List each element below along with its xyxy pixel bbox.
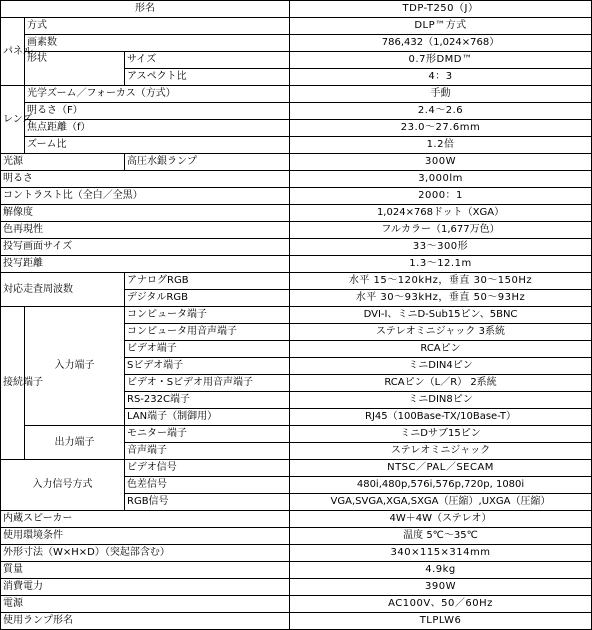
input-signal-row-label: RGB信号 [125,494,290,511]
lens-zoom-ratio-value: 1.2倍 [290,137,592,154]
table-row [1,188,592,205]
panel-shape-label: 形状 [25,52,125,86]
lamp-value: TLPLW6 [290,613,592,630]
input-terminal-label: ビデオ・Sビデオ用音声端子 [125,375,290,392]
panel-size-label: サイズ [125,52,290,69]
brightness-value: 3,000lm [290,171,592,188]
table-row [1,511,592,528]
table-row [1,307,592,324]
contrast-value: 2000：1 [290,188,592,205]
brightness-label: 明るさ [1,171,290,188]
power-source-value: AC100V、50／60Hz [290,596,592,613]
table-row [1,137,592,154]
mass-value: 4.9kg [290,562,592,579]
table-row [1,528,592,545]
output-terminal-value: ミニDサブ15ピン [290,426,592,443]
input-terminal-value: DVI-I、ミニD-Sub15ピン、5BNC [290,307,592,324]
input-signal-row-value: VGA,SVGA,XGA,SXGA（圧縮）,UXGA（圧縮） [290,494,592,511]
table-row [1,222,592,239]
table-row [1,86,592,103]
input-signal-label: 入力信号方式 [1,460,125,511]
table-row [1,239,592,256]
table-row [1,273,592,290]
resolution-value: 1,024×768ドット（XGA） [290,205,592,222]
input-terminal-label: ビデオ端子 [125,341,290,358]
input-terminal-label: コンピュータ用音声端子 [125,324,290,341]
input-terminal-value: ステレオミニジャック 3系統 [290,324,592,341]
lens-zoom-ratio-label: ズーム比 [25,137,290,154]
contrast-label: コントラスト比（全白／全黒） [1,188,290,205]
table-row [1,596,592,613]
screen-size-label: 投写画面サイズ [1,239,290,256]
input-terminal-value: RCAピン [290,341,592,358]
table-row [1,52,592,69]
terminals-category: 接続端子 [1,307,25,460]
lens-category: レンズ [1,86,25,154]
scan-label: 対応走査周波数 [1,273,125,307]
table-row [1,171,592,188]
input-signal-row-value: 480i,480p,576i,576p,720p, 1080i [290,477,592,494]
input-signal-row-value: NTSC／PAL／SECAM [290,460,592,477]
panel-category: パネル [1,18,25,86]
scan-digital-value: 水平 30〜93kHz，垂直 50〜93Hz [290,290,592,307]
table-row [1,205,592,222]
distance-value: 1.3〜12.1m [290,256,592,273]
color-value: フルカラー（1,677万色） [290,222,592,239]
table-row [1,154,592,171]
power-consumption-value: 390W [290,579,592,596]
scan-analog-label: アナログRGB [125,273,290,290]
input-terminal-label: RS-232C端子 [125,392,290,409]
table-row [1,103,592,120]
light-source-type: 高圧水銀ランプ [125,154,290,171]
speaker-label: 内蔵スピーカー [1,511,290,528]
lamp-label: 使用ランプ形名 [1,613,290,630]
table-row [1,460,592,477]
lens-focal-value: 23.0〜27.6mm [290,120,592,137]
scan-analog-value: 水平 15〜120kHz，垂直 30〜150Hz [290,273,592,290]
panel-method-label: 方式 [25,18,290,35]
light-source-label: 光源 [1,154,125,171]
resolution-label: 解像度 [1,205,290,222]
scan-digital-label: デジタルRGB [125,290,290,307]
panel-pixels-label: 画素数 [25,35,290,52]
table-row [1,545,592,562]
table-row [1,562,592,579]
table-row [1,1,592,18]
input-terminal-value: ミニDIN4ピン [290,358,592,375]
output-terminal-value: ステレオミニジャック [290,443,592,460]
panel-aspect-label: アスペクト比 [125,69,290,86]
speaker-value: 4W＋4W（ステレオ） [290,511,592,528]
distance-label: 投写距離 [1,256,290,273]
panel-aspect-value: 4：3 [290,69,592,86]
table-row [1,579,592,596]
input-signal-row-label: 色差信号 [125,477,290,494]
input-terminals-label: 入力端子 [25,307,125,426]
power-consumption-label: 消費電力 [1,579,290,596]
light-source-value: 300W [290,154,592,171]
dimensions-value: 340×115×314mm [290,545,592,562]
output-terminal-label: モニター端子 [125,426,290,443]
input-terminal-label: コンピュータ端子 [125,307,290,324]
screen-size-value: 33〜300形 [290,239,592,256]
lens-brightness-label: 明るさ（F） [25,103,290,120]
table-row [1,120,592,137]
color-label: 色再現性 [1,222,290,239]
lens-focal-label: 焦点距離（f） [25,120,290,137]
power-source-label: 電源 [1,596,290,613]
lens-brightness-value: 2.4〜2.6 [290,103,592,120]
table-row [1,18,592,35]
lens-zoom-focus-value: 手動 [290,86,592,103]
input-terminal-value: RJ45（100Base-TX/10Base-T） [290,409,592,426]
environment-value: 温度 5℃〜35℃ [290,528,592,545]
output-terminals-label: 出力端子 [25,426,125,460]
mass-label: 質量 [1,562,290,579]
panel-method-value: DLP™方式 [290,18,592,35]
panel-pixels-value: 786,432（1,024×768） [290,35,592,52]
panel-size-value: 0.7形DMD™ [290,52,592,69]
table-row [1,35,592,52]
model-value: TDP-T250（J） [290,1,592,18]
lens-zoom-focus-label: 光学ズーム／フォーカス（方式） [25,86,290,103]
table-row [1,256,592,273]
input-signal-row-label: ビデオ信号 [125,460,290,477]
table-row [1,613,592,630]
dimensions-label: 外形寸法（W×H×D）（突起部含む） [1,545,290,562]
output-terminal-label: 音声端子 [125,443,290,460]
model-label: 形名 [1,1,290,18]
input-terminal-value: ミニDIN8ピン [290,392,592,409]
table-row [1,426,592,443]
input-terminal-label: Sビデオ端子 [125,358,290,375]
input-terminal-label: LAN端子（制御用） [125,409,290,426]
environment-label: 使用環境条件 [1,528,290,545]
input-terminal-value: RCAピン（L／R） 2系統 [290,375,592,392]
